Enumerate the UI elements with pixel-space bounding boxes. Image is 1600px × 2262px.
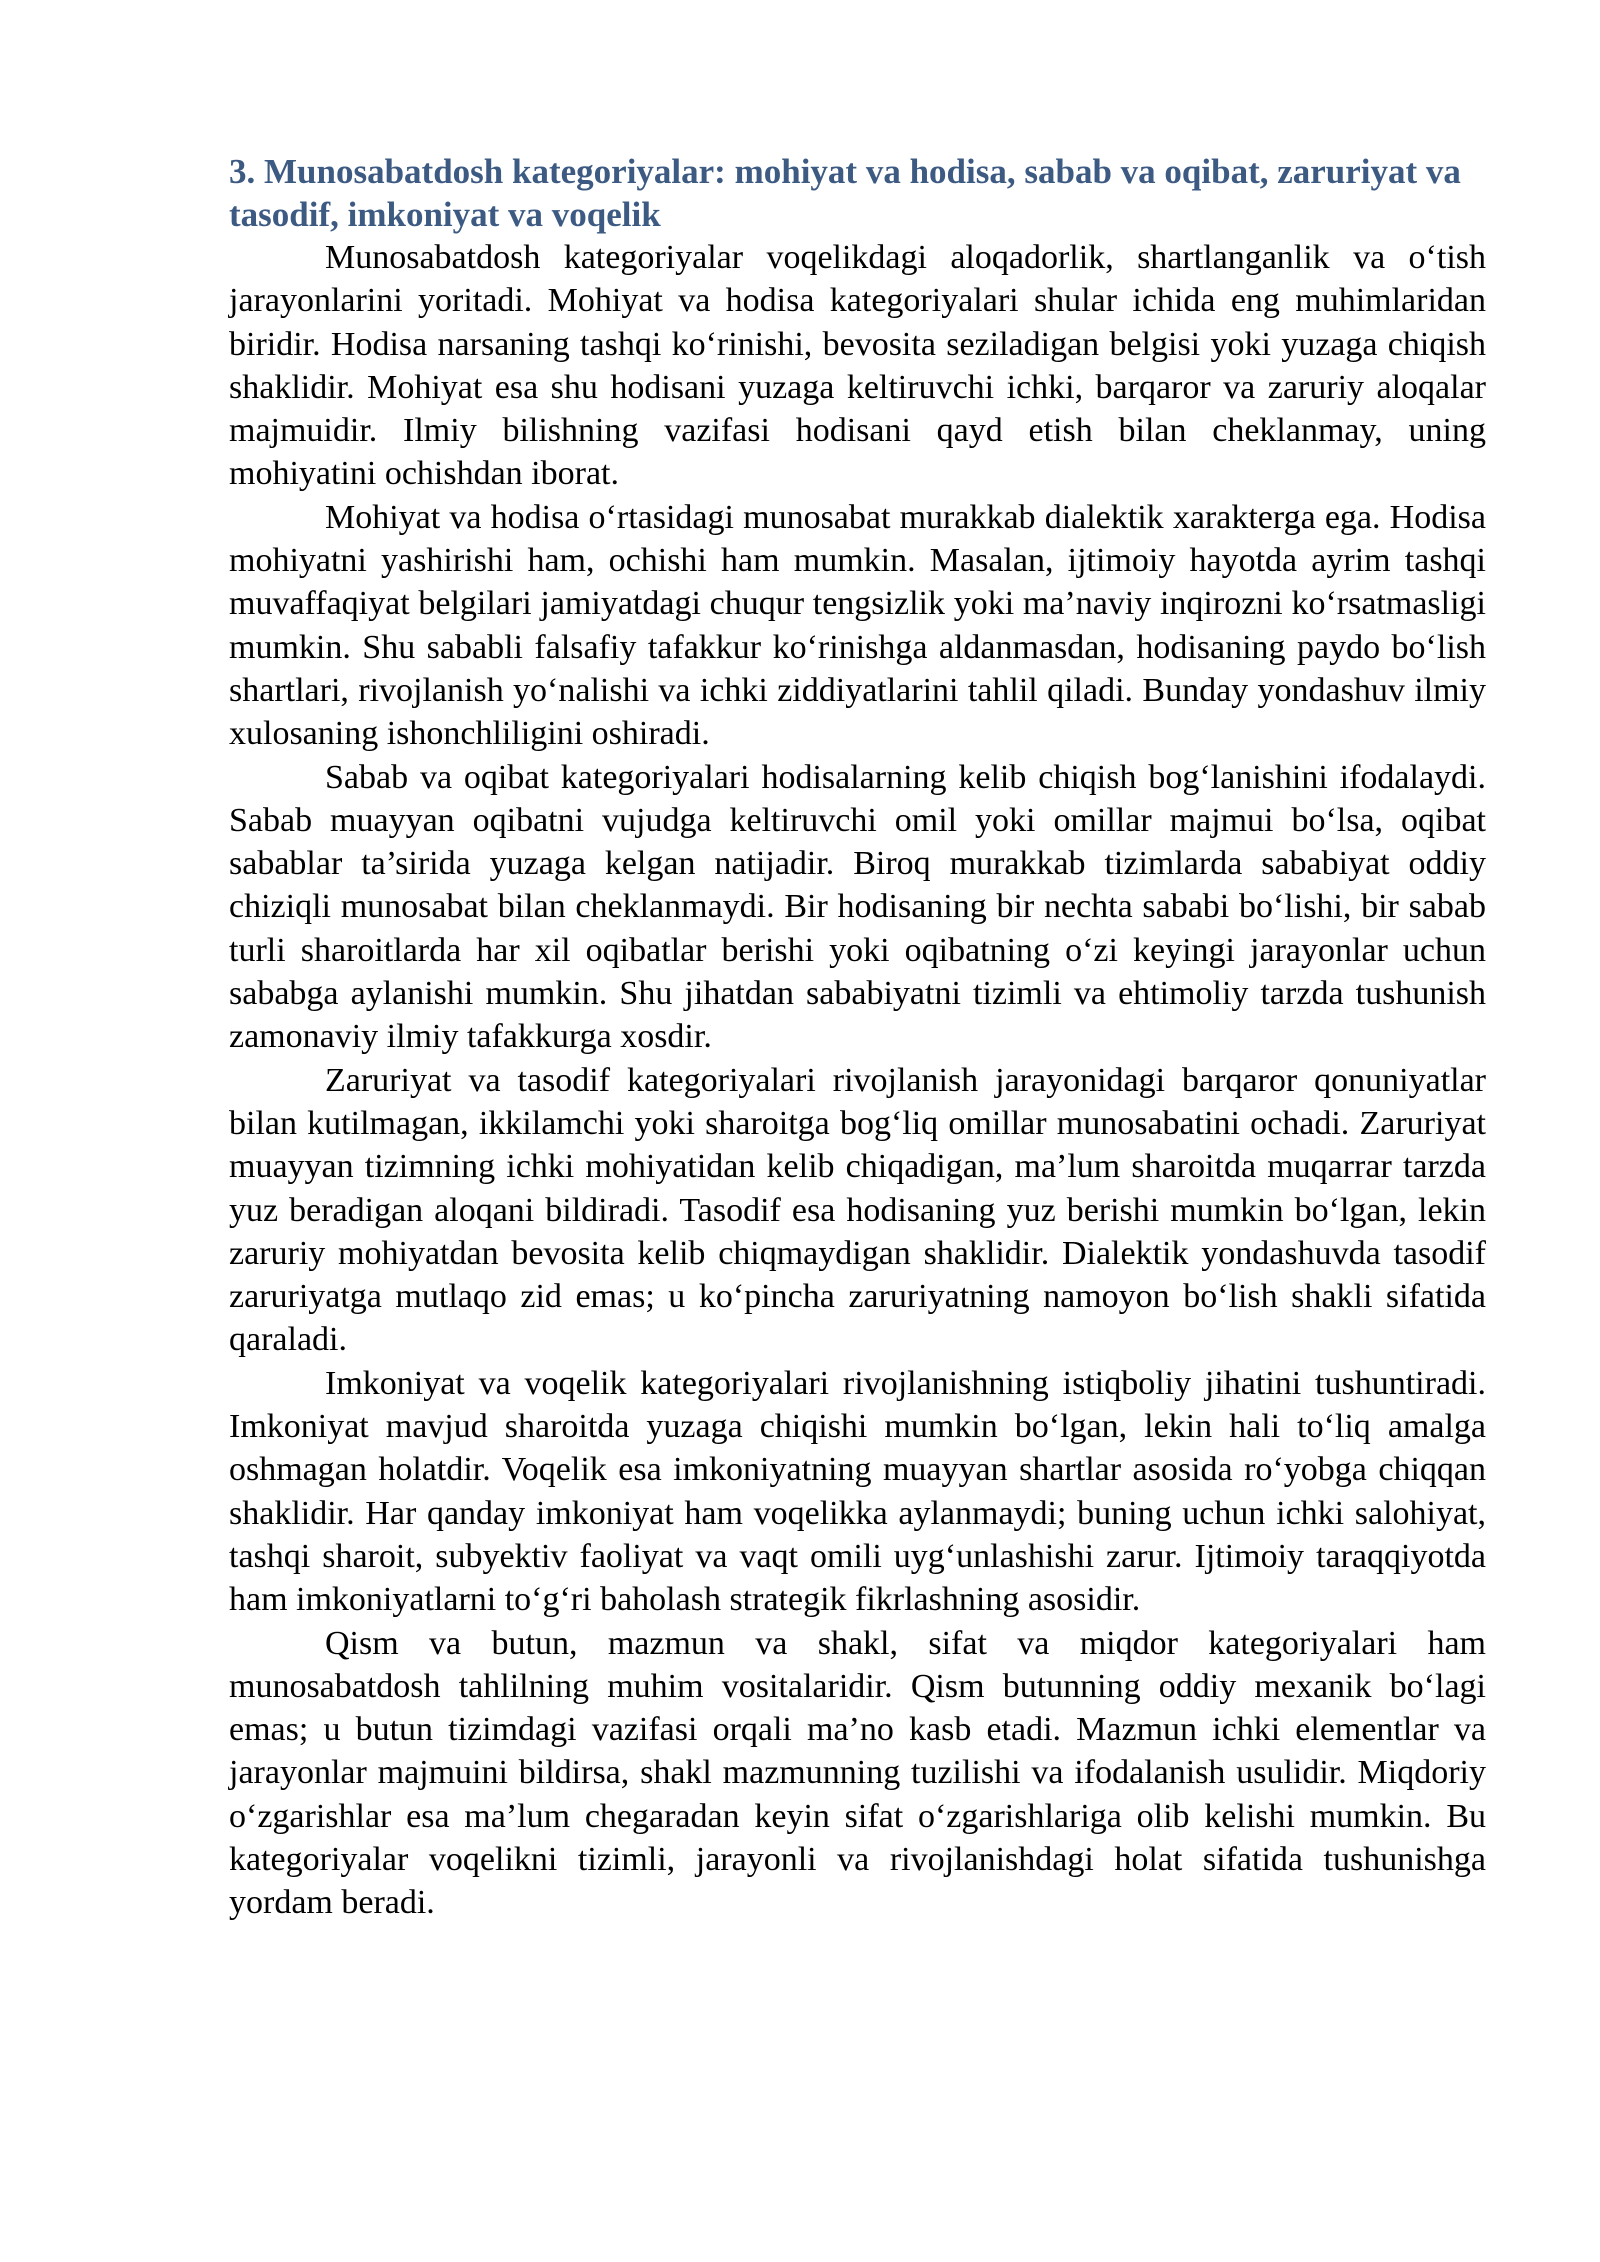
paragraph-4: Zaruriyat va tasodif kategoriyalari rivojlanish jarayonidagi barqaror qonuniyatlar bilan kutilmagan, ikkilamchi yoki sharoitga bog‘liq omillar munosabatini ochadi. Zaruriyat muayyan tizimning ichki mohiyatidan kelib chiqadigan, ma’lum sharoitda muqarrar tarzda yuz beradigan aloqani bildiradi. Tasodif esa hodisaning yuz berishi mumkin bo‘lgan, lekin zaruriy mohiyatdan bevosita kelib chiqmaydigan shaklidir. Dialektik yondashuvda tasodif zaruriyatga mutlaqo zid emas; u ko‘pincha zaruriyatning namoyon bo‘lish shakli sifatida qaraladi. [229, 1061, 1486, 1359]
document-page [229, 150, 1486, 1925]
paragraph-2: Mohiyat va hodisa o‘rtasidagi munosabat murakkab dialektik xarakterga ega. Hodisa mohiyatni yashirishi ham, ochishi ham mumkin. Masalan, ijtimoiy hayotda ayrim tashqi muvaffaqiyat belgilari jamiyatdagi chuqur tengsizlik yoki ma’naviy inqirozni ko‘rsatmasligi mumkin. Shu sababli falsafiy tafakkur ko‘rinishga aldanmasdan, hodisaning paydo bo‘lish shartlari, rivojlanish yo‘nalishi va ichki ziddiyatlarini tahlil qiladi. Bunday yondashuv ilmiy xulosaning ishonchliligini oshiradi. [229, 498, 1486, 753]
paragraph-5: Imkoniyat va voqelik kategoriyalari rivojlanishning istiqboliy jihatini tushuntiradi. Imkoniyat mavjud sharoitda yuzaga chiqishi mumkin bo‘lgan, lekin hali to‘liq amalga oshmagan holatdir. Voqelik esa imkoniyatning muayyan shartlar asosida ro‘yobga chiqqan shaklidir. Har qanday imkoniyat ham voqelikka aylanmaydi; buning uchun ichki salohiyat, tashqi sharoit, subyektiv faoliyat va vaqt omili uyg‘unlashishi zarur. Ijtimoiy taraqqiyotda ham imkoniyatlarni to‘g‘ri baholash strategik fikrlashning asosidir. [229, 1364, 1486, 1619]
section-heading: 3. Munosabatdosh kategoriyalar: mohiyat va hodisa, sabab va oqibat, zaruriyat va tasodif, imkoniyat va voqelik [229, 152, 1461, 234]
paragraph-3: Sabab va oqibat kategoriyalari hodisalarning kelib chiqish bog‘lanishini ifodalaydi. Sabab muayyan oqibatni vujudga keltiruvchi omil yoki omillar majmui bo‘lsa, oqibat sabablar ta’sirida yuzaga kelgan natijadir. Biroq murakkab tizimlarda sababiyat oddiy chiziqli munosabat bilan cheklanmaydi. Bir hodisaning bir nechta sababi bo‘lishi, bir sabab turli sharoitlarda har xil oqibatlar berishi yoki oqibatning o‘zi keyingi jarayonlar uchun sababga aylanishi mumkin. Shu jihatdan sababiyatni tizimli va ehtimoliy tarzda tushunish zamonaviy ilmiy tafakkurga xosdir. [229, 758, 1486, 1056]
paragraph-1: Munosabatdosh kategoriyalar voqelikdagi aloqadorlik, shartlanganlik va o‘tish jarayonlarini yoritadi. Mohiyat va hodisa kategoriyalari shular ichida eng muhimlaridan biridir. Hodisa narsaning tashqi ko‘rinishi, bevosita seziladigan belgisi yoki yuzaga chiqish shaklidir. Mohiyat esa shu hodisani yuzaga keltiruvchi ichki, barqaror va zaruriy aloqalar majmuidir. Ilmiy bilishning vazifasi hodisani qayd etish bilan cheklanmay, uning mohiyatini ochishdan iborat. [229, 239, 1486, 493]
paragraph-6: Qism va butun, mazmun va shakl, sifat va miqdor kategoriyalari ham munosabatdosh tahlilning muhim vositalaridir. Qism butunning oddiy mexanik bo‘lagi emas; u butun tizimdagi vazifasi orqali ma’no kasb etadi. Mazmun ichki elementlar va jarayonlar majmuini bildirsa, shakl mazmunning tuzilishi va ifodalanish usulidir. Miqdoriy o‘zgarishlar esa ma’lum chegaradan keyin sifat o‘zgarishlariga olib kelishi mumkin. Bu kategoriyalar voqelikni tizimli, jarayonli va rivojlanishdagi holat sifatida tushunishga yordam beradi. [229, 1624, 1486, 1922]
